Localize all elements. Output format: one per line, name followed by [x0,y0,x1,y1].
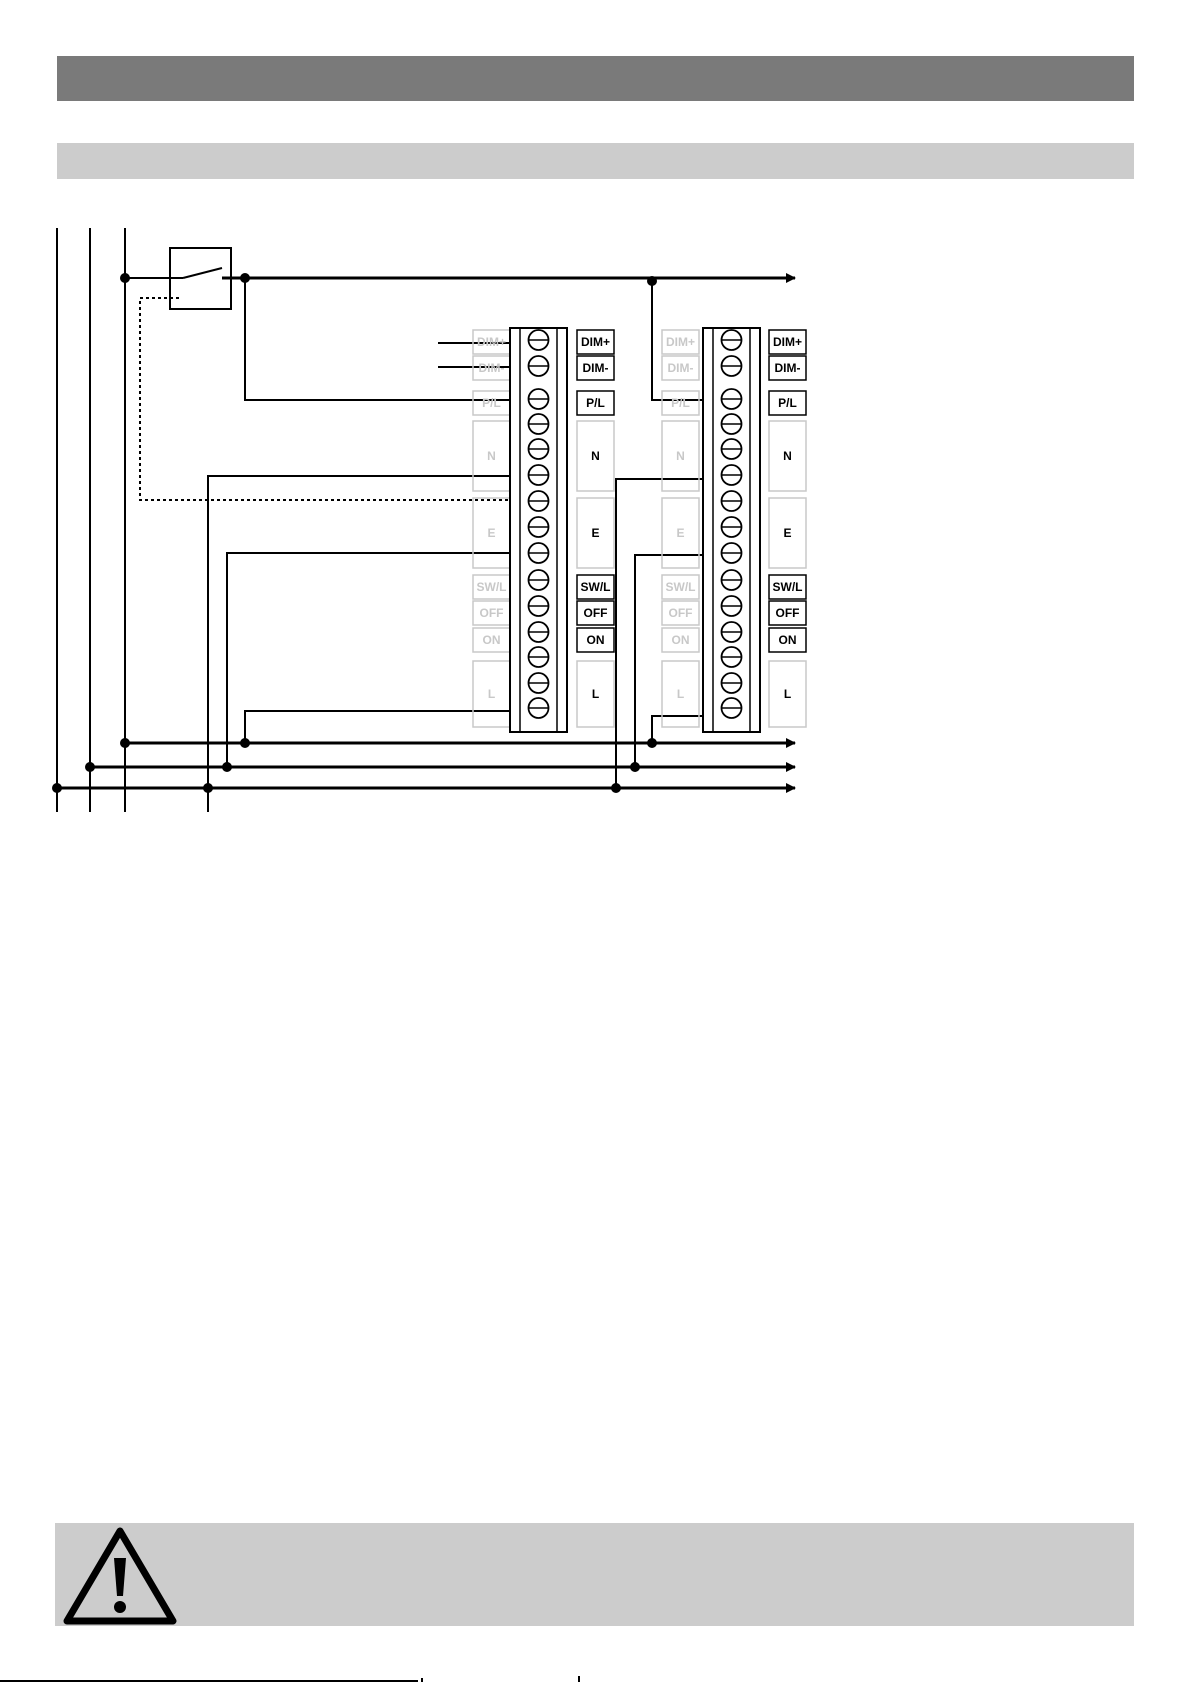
faded-terminal-label: DIM+ [665,335,696,349]
faded-terminal-label: OFF [479,606,504,620]
terminal-module [662,328,806,732]
switch-symbol [125,248,510,500]
faded-terminal-label: L [676,687,685,701]
terminal-label: P/L [586,396,605,410]
terminal-label: DIM- [582,361,609,375]
terminal-label: ON [586,633,605,647]
module1-wires [208,476,510,788]
terminal-label: SW/L [580,580,611,594]
faded-terminal-label: E [676,526,685,540]
faded-terminal-label: OFF [668,606,693,620]
faded-terminal-label: P/L [671,396,690,410]
terminal-modules [473,328,806,732]
faded-terminal-label: N [676,449,685,463]
terminal-label: OFF [775,606,800,620]
terminal-label: N [783,449,792,463]
faded-terminal-label: P/L [482,396,501,410]
footer-tick [421,1678,423,1682]
faded-terminal-label: DIM+ [476,335,507,349]
terminal-label: SW/L [772,580,803,594]
faded-terminal-label: SW/L [476,580,507,594]
terminal-label: E [783,526,792,540]
warning-triangle-icon [60,1526,180,1626]
faded-terminal-label: ON [671,633,690,647]
terminal-label: ON [778,633,797,647]
footer-tick [578,1676,580,1682]
bottom-bus [57,743,795,788]
supply-rails [57,228,208,812]
faded-terminal-label: ON [482,633,501,647]
terminal-label: L [783,687,792,701]
faded-terminal-label: SW/L [665,580,696,594]
warning-box [55,1523,1134,1626]
terminal-module [473,328,614,732]
terminal-label: DIM- [774,361,801,375]
faded-terminal-label: DIM- [478,361,505,375]
footer-rule [0,1680,418,1682]
faded-terminal-label: N [487,449,496,463]
terminal-label: DIM+ [580,335,611,349]
terminal-label: E [591,526,600,540]
terminal-label: OFF [583,606,608,620]
faded-terminal-label: L [487,687,496,701]
terminal-label: N [591,449,600,463]
terminal-label: L [591,687,600,701]
terminal-label: P/L [778,396,797,410]
faded-terminal-label: DIM- [667,361,694,375]
faded-terminal-label: E [487,526,496,540]
terminal-label: DIM+ [772,335,803,349]
